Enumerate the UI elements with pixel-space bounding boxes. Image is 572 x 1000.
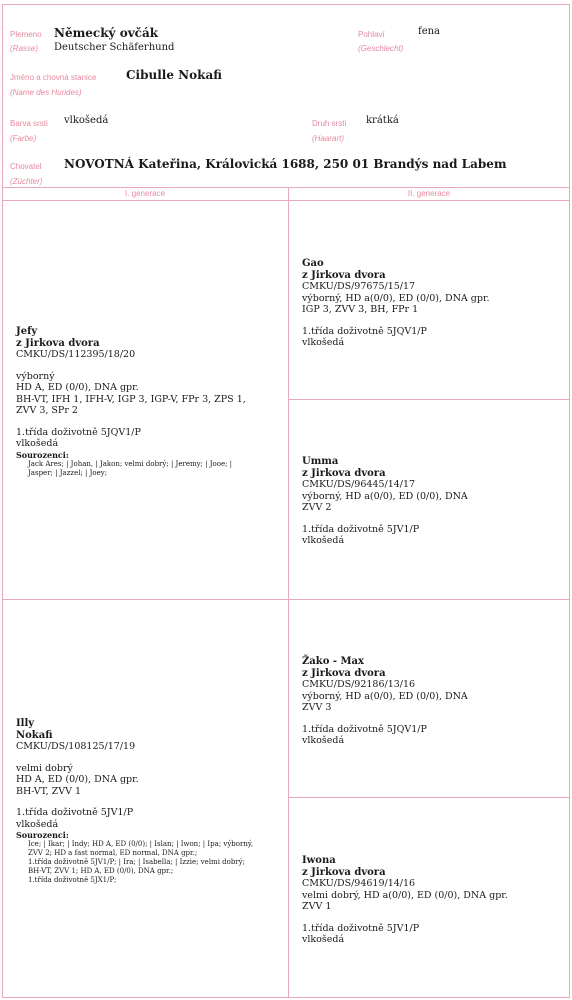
color-label-de: (Farbe) xyxy=(10,134,37,143)
breed-label-de: (Rasse) xyxy=(10,44,39,53)
name-label: Jméno a chovná stanice xyxy=(10,73,97,82)
sire-registration: CMKU/DS/112395/18/20 xyxy=(16,349,136,360)
dam-dam-card xyxy=(302,855,566,946)
sire-dam-card xyxy=(302,456,566,547)
dam-dam-color: vlkošedá xyxy=(302,934,345,945)
dam-siblings-5: 1.třída doživotně 5JX1/P; xyxy=(28,876,117,884)
dam-color: vlkošedá xyxy=(16,818,59,830)
sex-label-de: (Geschlecht) xyxy=(358,44,404,53)
sire-sire-registration: CMKU/DS/97675/15/17 xyxy=(302,281,416,292)
dam-sire-color: vlkošedá xyxy=(302,735,345,746)
breed-value-de: Deutscher Schäferhund xyxy=(54,42,175,53)
sire-sire-color: vlkošedá xyxy=(302,337,345,348)
dog-name-value: Cibulle Nokafi xyxy=(126,68,222,82)
dam-rating: velmi dobrý xyxy=(16,762,73,774)
dam-siblings-label: Sourozenci: xyxy=(16,830,69,840)
breed-value: Německý ovčák xyxy=(54,26,159,40)
sire-sire-name-2: z Jirkova dvora xyxy=(302,269,386,281)
sire-sire-health: výborný, HD a(0/0), ED (0/0), DNA gpr. xyxy=(302,292,490,304)
coat-label-de: (Haarart) xyxy=(312,134,345,143)
sire-sire-exams: IGP 3, ZVV 3, BH, FPr 1 xyxy=(302,304,419,315)
dam-class: 1.třída doživotně 5JV1/P xyxy=(16,807,134,818)
breeder-label: Chovatel xyxy=(10,162,42,171)
column-divider xyxy=(288,187,289,998)
dam-name-1: Illy xyxy=(16,718,35,729)
sire-siblings-1: Jack Ares; | Johan, | Jakon; velmi dobrý; | Jeremy; | Jooe; | xyxy=(28,459,233,468)
dam-name-2: Nokafi xyxy=(16,729,53,741)
dam-sire-health: výborný, HD a(0/0), ED (0/0), DNA xyxy=(302,690,468,702)
sire-sire-name-1: Gao xyxy=(302,258,324,269)
sire-dam-divider xyxy=(2,599,570,600)
dam-sire-class: 1.třída doživotně 5JQV1/P xyxy=(302,723,427,735)
sire-health: HD A, ED (0/0), DNA gpr. xyxy=(16,382,139,393)
sire-dam-health: výborný, HD a(0/0), ED (0/0), DNA xyxy=(302,490,468,502)
sire-class: 1.třída doživotně 5JQV1/P xyxy=(16,426,141,438)
dam-grandparents-divider xyxy=(288,797,570,798)
sire-name-1: Jefy xyxy=(16,326,38,337)
sire-dam-exams: ZVV 2 xyxy=(302,502,332,513)
sire-card xyxy=(16,326,284,478)
dam-dam-registration: CMKU/DS/94619/14/16 xyxy=(302,878,416,889)
sire-dam-color: vlkošedá xyxy=(302,535,345,546)
breeder-label-de: (Züchter) xyxy=(10,177,43,186)
dam-dam-name-1: Iwona xyxy=(302,855,336,866)
dam-sire-registration: CMKU/DS/92186/13/16 xyxy=(302,679,416,690)
sire-dam-name-2: z Jirkova dvora xyxy=(302,467,386,479)
sire-dam-registration: CMKU/DS/96445/14/17 xyxy=(302,479,416,490)
color-value: vlkošedá xyxy=(64,115,109,126)
breed-label: Plemeno xyxy=(10,30,42,39)
dam-siblings-3: 1.třída doživotně 5JV1/P; | Ira; | Isabella; | Izzie; velmi dobrý; xyxy=(28,858,245,866)
sire-siblings-2: Jasper; | Jazzel; | Joey; xyxy=(28,468,108,477)
color-label: Barva srsti xyxy=(10,119,48,128)
dam-exams: BH-VT, ZVV 1 xyxy=(16,785,82,797)
sire-dam-name-1: Umma xyxy=(302,456,339,467)
dam-sire-exams: ZVV 3 xyxy=(302,702,332,713)
sire-color: vlkošedá xyxy=(16,438,59,449)
dam-dam-exams: ZVV 1 xyxy=(302,901,332,912)
sire-exams: BH-VT, IFH 1, IFH-V, IGP 3, IGP-V, FPr 3, ZPS 1, xyxy=(16,393,246,405)
dam-health: HD A, ED (0/0), DNA gpr. xyxy=(16,774,139,785)
dam-siblings-2: ZVV 2; HD a fast normal, ED normal, DNA gpr.; xyxy=(28,849,198,857)
name-label-de: (Name des Hundes) xyxy=(10,88,82,97)
generation-2-label: II. generace xyxy=(407,189,451,198)
dam-siblings-4: BH-VT, ZVV 1; HD A, ED (0/0), DNA gpr.; xyxy=(28,867,174,875)
coat-label: Druh srsti xyxy=(312,119,347,128)
sex-label: Pohlaví xyxy=(358,30,385,39)
dam-registration: CMKU/DS/108125/17/19 xyxy=(16,741,136,752)
dam-siblings-1: Ice; | Ikar; | Indy; HD A, ED (0/0); | Islan; | Iwon; | Ipa; výborný, xyxy=(28,840,254,848)
coat-value: krátká xyxy=(366,115,399,126)
sex-value: fena xyxy=(418,26,441,37)
breeder-value: NOVOTNÁ Kateřina, Královická 1688, 250 01 Brandýs nad Labem xyxy=(64,157,507,171)
dam-sire-name-1: Žako - Max xyxy=(302,656,365,667)
dam-dam-health: velmi dobrý, HD a(0/0), ED (0/0), DNA gpr. xyxy=(302,889,508,901)
sire-rating: výborný xyxy=(16,370,55,382)
sire-name-2: z Jirkova dvora xyxy=(16,337,100,349)
dam-sire-card xyxy=(302,656,566,747)
dam-sire-name-2: z Jirkova dvora xyxy=(302,667,386,679)
generation-row-bottom-line xyxy=(2,200,570,201)
sire-sire-class: 1.třída doživotně 5JQV1/P xyxy=(302,325,427,337)
sire-grandparents-divider xyxy=(288,399,570,400)
sire-dam-class: 1.třída doživotně 5JV1/P xyxy=(302,523,420,535)
dam-dam-name-2: z Jirkova dvora xyxy=(302,866,386,878)
sire-exams-2: ZVV 3, SPr 2 xyxy=(16,405,78,416)
dam-dam-class: 1.třída doživotně 5JV1/P xyxy=(302,922,420,934)
sire-siblings-label: Sourozenci: xyxy=(16,449,69,460)
dam-card xyxy=(16,718,284,885)
generation-1-label: I. generace xyxy=(124,189,166,198)
sire-sire-card xyxy=(302,258,566,349)
